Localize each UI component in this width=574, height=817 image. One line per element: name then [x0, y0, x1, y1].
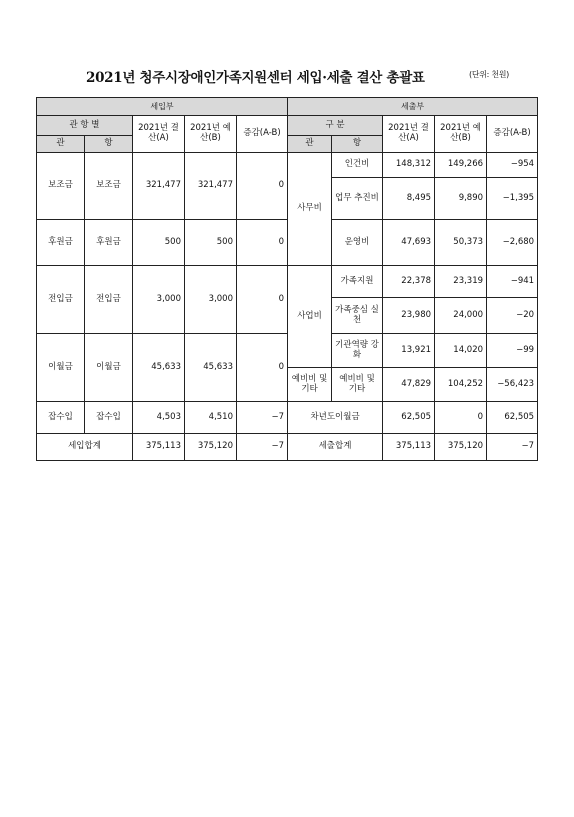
revenue-a: 45,633 [133, 334, 185, 402]
revenue-hang: 후원금 [85, 220, 133, 266]
revenue-a: 4,503 [133, 402, 185, 434]
expense-carryover-diff: 62,505 [487, 402, 538, 434]
expense-gwan: 예비비 및 기타 [288, 368, 332, 402]
expense-section-label: 세출부 [288, 98, 538, 116]
expense-a: 47,829 [383, 368, 435, 402]
revenue-hang: 이월금 [85, 334, 133, 402]
expense-a: 148,312 [383, 153, 435, 178]
expense-carryover-a: 62,505 [383, 402, 435, 434]
table-row [37, 153, 538, 178]
expense-diff: −99 [487, 334, 538, 368]
table-row [37, 334, 538, 368]
expense-col-a: 2021년 결산(A) [383, 116, 435, 153]
revenue-diff: −7 [237, 402, 288, 434]
revenue-gwan: 보조금 [37, 153, 85, 220]
expense-group-header: 구 분 [288, 116, 383, 136]
revenue-group-header: 관 항 별 [37, 116, 133, 136]
expense-hang: 예비비 및 기타 [332, 368, 383, 402]
expense-hang: 가족중심 실천 [332, 298, 383, 334]
expense-hang: 가족지원 [332, 266, 383, 298]
revenue-b: 321,477 [185, 153, 237, 220]
expense-diff: −954 [487, 153, 538, 178]
revenue-total-label: 세입합계 [37, 434, 133, 461]
revenue-gwan: 전입금 [37, 266, 85, 334]
expense-diff: −20 [487, 298, 538, 334]
expense-a: 22,378 [383, 266, 435, 298]
expense-carryover-label: 차년도이월금 [288, 402, 383, 434]
expense-diff: −941 [487, 266, 538, 298]
expense-total-diff: −7 [487, 434, 538, 461]
revenue-gwan: 이월금 [37, 334, 85, 402]
expense-a: 8,495 [383, 178, 435, 220]
revenue-diff: 0 [237, 153, 288, 220]
revenue-diff: 0 [237, 266, 288, 334]
expense-a: 47,693 [383, 220, 435, 266]
revenue-section-label: 세입부 [37, 98, 288, 116]
expense-b: 104,252 [435, 368, 487, 402]
summary-table [36, 97, 538, 461]
revenue-hang: 전입금 [85, 266, 133, 334]
revenue-hang: 잡수입 [85, 402, 133, 434]
table-row [37, 220, 538, 266]
column-header-row-1 [37, 116, 538, 136]
expense-b: 24,000 [435, 298, 487, 334]
revenue-total-a: 375,113 [133, 434, 185, 461]
revenue-a: 321,477 [133, 153, 185, 220]
totals-row [37, 434, 538, 461]
expense-diff: −2,680 [487, 220, 538, 266]
expense-total-a: 375,113 [383, 434, 435, 461]
expense-hang: 인건비 [332, 153, 383, 178]
table-row [37, 402, 538, 434]
table-row [37, 266, 538, 298]
revenue-hang: 보조금 [85, 153, 133, 220]
expense-hang: 기관역량 강화 [332, 334, 383, 368]
revenue-a: 500 [133, 220, 185, 266]
expense-col-b: 2021년 예산(B) [435, 116, 487, 153]
expense-b: 14,020 [435, 334, 487, 368]
expense-hang: 업무 추진비 [332, 178, 383, 220]
expense-carryover-b: 0 [435, 402, 487, 434]
unit-label: (단위: 천원) [469, 70, 509, 79]
revenue-col-hang: 항 [85, 136, 133, 153]
expense-b: 149,266 [435, 153, 487, 178]
expense-gwan: 사무비 [288, 153, 332, 266]
revenue-col-diff: 증감(A-B) [237, 116, 288, 153]
expense-col-hang: 항 [332, 136, 383, 153]
expense-total-label: 세출합계 [288, 434, 383, 461]
expense-b: 50,373 [435, 220, 487, 266]
revenue-total-diff: −7 [237, 434, 288, 461]
revenue-b: 3,000 [185, 266, 237, 334]
document-title: 2021년 청주시장애인가족지원센터 세입·세출 결산 총괄표 [86, 70, 425, 86]
expense-a: 23,980 [383, 298, 435, 334]
revenue-b: 4,510 [185, 402, 237, 434]
revenue-gwan: 후원금 [37, 220, 85, 266]
revenue-col-gwan: 관 [37, 136, 85, 153]
expense-hang: 운영비 [332, 220, 383, 266]
revenue-col-a: 2021년 결산(A) [133, 116, 185, 153]
expense-total-b: 375,120 [435, 434, 487, 461]
revenue-gwan: 잡수입 [37, 402, 85, 434]
expense-col-gwan: 관 [288, 136, 332, 153]
revenue-col-b: 2021년 예산(B) [185, 116, 237, 153]
revenue-b: 45,633 [185, 334, 237, 402]
revenue-a: 3,000 [133, 266, 185, 334]
expense-diff: −1,395 [487, 178, 538, 220]
revenue-diff: 0 [237, 220, 288, 266]
section-header-row [37, 98, 538, 116]
expense-diff: −56,423 [487, 368, 538, 402]
revenue-total-b: 375,120 [185, 434, 237, 461]
revenue-b: 500 [185, 220, 237, 266]
expense-b: 23,319 [435, 266, 487, 298]
expense-gwan: 사업비 [288, 266, 332, 368]
expense-a: 13,921 [383, 334, 435, 368]
expense-b: 9,890 [435, 178, 487, 220]
expense-col-diff: 증감(A-B) [487, 116, 538, 153]
revenue-diff: 0 [237, 334, 288, 402]
